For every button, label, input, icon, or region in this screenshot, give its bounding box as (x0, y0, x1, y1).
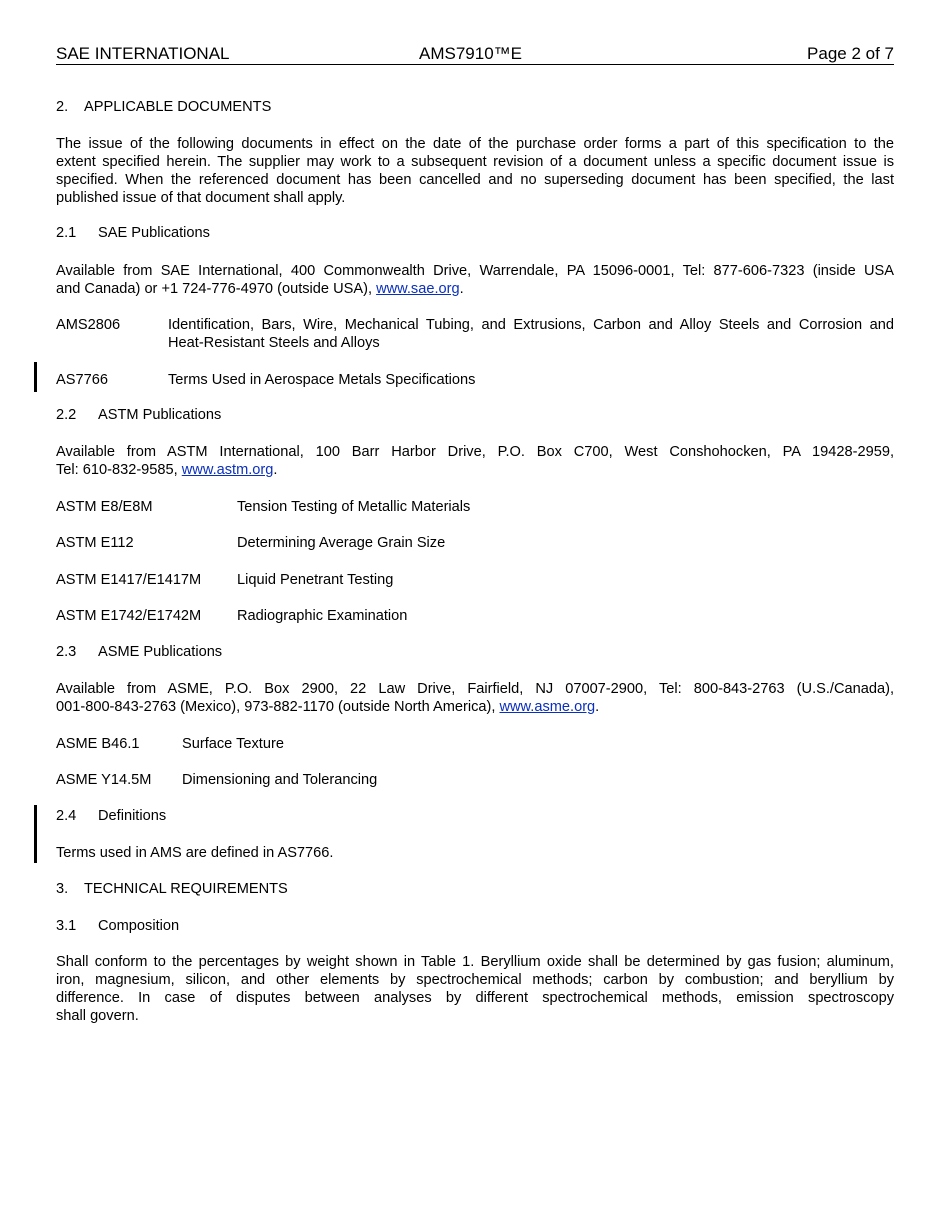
header-org: SAE INTERNATIONAL (56, 44, 230, 63)
header-doc-id: AMS7910™E (419, 44, 522, 63)
astm-website-link[interactable]: www.astm.org (181, 462, 274, 478)
page-header (56, 44, 894, 65)
para-line: The issue of the following documents in effect on the date of the purchase order forms a part of this specification to the (56, 136, 894, 152)
section-2-3-paragraph (56, 680, 894, 716)
change-bar-1 (34, 362, 37, 392)
para-line: difference. In case of disputes between analyses by different spectrochemical methods, emission spectroscopy (56, 990, 894, 1006)
section-2-heading: 2. APPLICABLE DOCUMENTS (56, 99, 272, 115)
section-2-2-paragraph (56, 443, 894, 479)
section-2-3-heading: 2.3 ASME Publications (56, 644, 223, 660)
para-line: Available from ASTM International, 100 Barr Harbor Drive, P.O. Box C700, West Conshohocken, PA 19428-2959, (56, 444, 894, 460)
para-line: Available from SAE International, 400 Commonwealth Drive, Warrendale, PA 15096-0001, Tel: 877-606-7323 (inside USA (56, 263, 894, 279)
section-3-1-heading: 3.1 Composition (56, 918, 180, 934)
para-line: 001-800-843-2763 (Mexico), 973-882-1170 (outside North America), www.asme.org. (56, 699, 600, 715)
header-page-number: Page 2 of 7 (807, 44, 894, 63)
section-2-1-heading: 2.1 SAE Publications (56, 225, 210, 241)
section-2-1-paragraph (56, 262, 894, 298)
para-line: published issue of that document shall apply. (56, 190, 346, 206)
para-line: Available from ASME, P.O. Box 2900, 22 Law Drive, Fairfield, NJ 07007-2900, Tel: 800-843-2763 (U.S./Canada), (56, 681, 894, 697)
asme-website-link[interactable]: www.asme.org (499, 699, 596, 715)
para-line: Tel: 610-832-9585, www.astm.org. (56, 462, 278, 478)
para-line: Shall conform to the percentages by weight shown in Table 1. Beryllium oxide shall be determined by gas fusion; aluminum, (56, 954, 894, 970)
section-2-4-paragraph: Terms used in AMS are defined in AS7766. (56, 845, 334, 861)
para-line: specified. When the referenced document has been cancelled and no superseding document has been specified, the last (56, 172, 894, 188)
section-2-paragraph (56, 135, 894, 207)
para-line: iron, magnesium, silicon, and other elements by spectrochemical methods; carbon by combustion; and beryllium by (56, 972, 894, 988)
section-3-1-paragraph (56, 953, 894, 1025)
change-bar-2 (34, 805, 37, 863)
para-line: extent specified herein. The supplier may work to a subsequent revision of a document unless a specific document issue is (56, 154, 894, 170)
section-3-heading: 3. TECHNICAL REQUIREMENTS (56, 881, 288, 897)
para-line: shall govern. (56, 1008, 139, 1024)
sae-website-link[interactable]: www.sae.org (376, 281, 460, 297)
para-line: and Canada) or +1 724-776-4970 (outside USA), www.sae.org. (56, 281, 464, 297)
section-2-4-heading: 2.4 Definitions (56, 808, 167, 824)
section-2-2-heading: 2.2 ASTM Publications (56, 407, 222, 423)
